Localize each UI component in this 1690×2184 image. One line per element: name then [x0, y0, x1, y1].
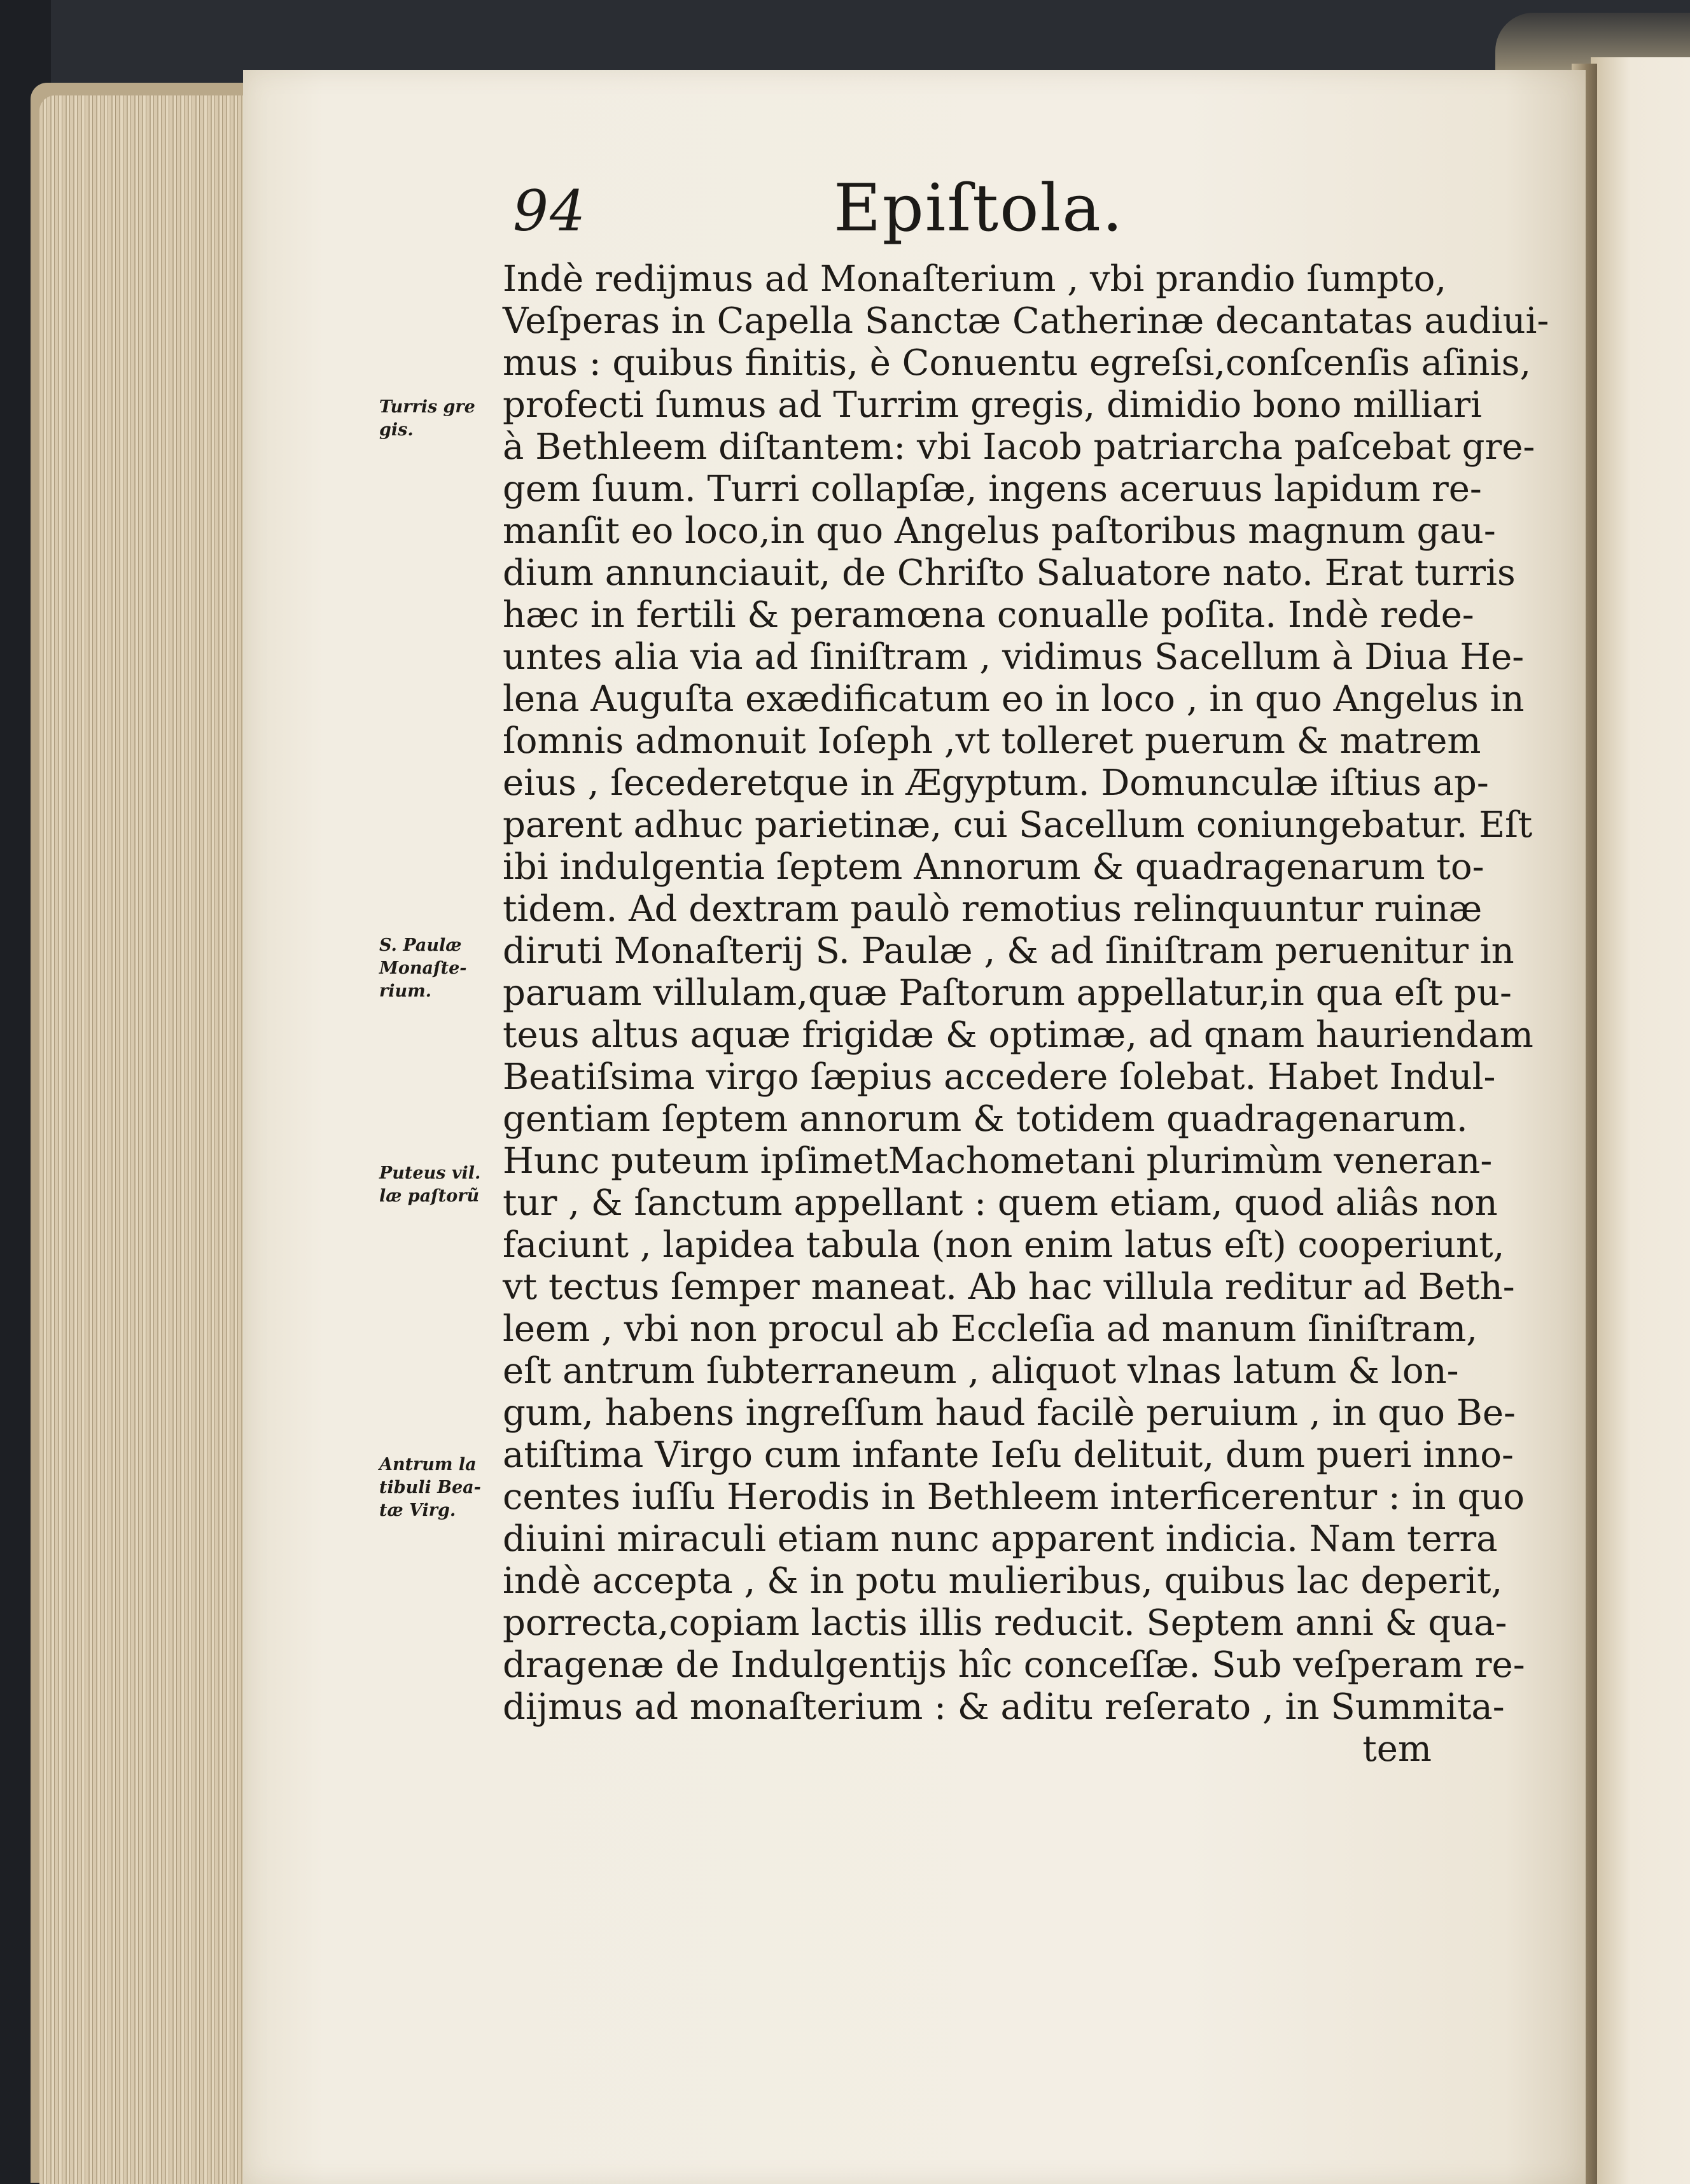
text-line: Indè redijmus ad Monaſterium , vbi prandio ſumpto, [503, 258, 1447, 300]
text-line: ſomnis admonuit Ioſeph ,vt tolleret puerum & matrem [503, 720, 1481, 762]
body-text [503, 258, 1549, 1770]
text-line: tur , & ſanctum appellant : quem etiam, quod aliâs non [503, 1182, 1498, 1224]
margin-note-paulae [379, 934, 467, 1003]
text-line: Hunc puteum ipſimetMachometani plurimùm veneran- [503, 1140, 1493, 1182]
text-line: paruam villulam,quæ Paſtorum appellatur,in qua eſt pu- [503, 972, 1512, 1014]
text-line: gentiam ſeptem annorum & totidem quadragenarum. [503, 1098, 1468, 1140]
text-line: vt tectus ſemper maneat. Ab hac villula reditur ad Beth- [503, 1266, 1515, 1308]
margin-note-line: gis. [379, 420, 414, 440]
margin-note-line: tibuli Bea- [379, 1478, 481, 1497]
text-line: ibi indulgentia ſeptem Annorum & quadragenarum to- [503, 846, 1484, 888]
catchword: tem [1362, 1728, 1432, 1770]
text-line: leem , vbi non procul ab Eccleſia ad manum ſiniſtram, [503, 1308, 1477, 1350]
text-line: untes alia via ad ſiniſtram , vidimus Sacellum à Diua He- [503, 636, 1525, 678]
margin-note-puteus [379, 1162, 480, 1208]
text-line: indè accepta , & in potu mulieribus, quibus lac deperit, [503, 1560, 1503, 1602]
text-line: dragenæ de Indulgentijs hîc conceſſæ. Sub veſperam re- [503, 1644, 1525, 1686]
margin-note-line: tæ Virg. [379, 1501, 456, 1520]
text-line: à Bethleem diſtantem: vbi Iacob patriarcha paſcebat gre- [503, 426, 1535, 468]
text-line: centes iuſſu Herodis in Bethleem interficerentur : in quo [503, 1476, 1525, 1518]
text-line: porrecta,copiam lactis illis reducit. Septem anni & qua- [503, 1602, 1507, 1644]
margin-note-line: Turris gre [379, 397, 475, 417]
text-line: dium annunciauit, de Chriſto Saluatore nato. Erat turris [503, 552, 1516, 594]
text-line: eius , ſecederetque in Ægyptum. Domunculæ iſtius ap- [503, 762, 1489, 804]
margin-note-line: Monaſte- [379, 958, 467, 978]
text-line: Veſperas in Capella Sanctæ Catherinæ decantatas audiui- [503, 300, 1549, 342]
text-line: Beatiſsima virgo ſæpius accedere ſolebat. Habet Indul- [503, 1056, 1496, 1098]
text-line: profecti ſumus ad Turrim gregis, dimidio bono milliari [503, 384, 1482, 426]
margin-note-line: Antrum la [379, 1455, 477, 1474]
text-line: diruti Monaſterij S. Paulæ , & ad ſiniſtram peruenitur in [503, 930, 1514, 972]
text-line: tidem. Ad dextram paulò remotius relinquuntur ruinæ [503, 888, 1483, 930]
text-line: manſit eo loco,in quo Angelus paſtoribus magnum gau- [503, 510, 1496, 552]
text-line: hæc in fertili & peramœna conualle poſita. Indè rede- [503, 594, 1474, 636]
text-line: diuini miraculi etiam nunc apparent indicia. Nam terra [503, 1518, 1498, 1560]
page-number: 94 [513, 178, 587, 244]
text-line: dijmus ad monaſterium : & aditu reſerato , in Summita- [503, 1686, 1505, 1728]
margin-note-turris [379, 396, 475, 442]
margin-note-line: Puteus vil. [379, 1163, 481, 1183]
text-line: teus altus aquæ frigidæ & optimæ, ad qnam hauriendam [503, 1014, 1533, 1056]
page-edges [39, 95, 249, 2184]
margin-note-line: læ paſtorũ [379, 1186, 480, 1206]
text-line: faciunt , lapidea tabula (non enim latus eſt) cooperiunt, [503, 1224, 1505, 1266]
text-line: gum, habens ingreſſum haud facilè peruium , in quo Be- [503, 1392, 1516, 1434]
margin-note-line: S. Paulæ [379, 935, 462, 955]
facing-page [1591, 57, 1690, 2184]
text-line: eſt antrum ſubterraneum , aliquot vlnas latum & lon- [503, 1350, 1459, 1392]
text-line: gem ſuum. Turri collapſæ, ingens aceruus lapidum re- [503, 468, 1482, 510]
text-line: lena Auguſta exædificatum eo in loco , in quo Angelus in [503, 678, 1525, 720]
text-line: atiſtima Virgo cum infante Ieſu delituit, dum pueri inno- [503, 1434, 1514, 1476]
text-line: mus : quibus finitis, è Conuentu egreſsi,conſcenſis aſinis, [503, 342, 1532, 384]
text-line: parent adhuc parietinæ, cui Sacellum coniungebatur. Eſt [503, 804, 1533, 846]
margin-note-antrum [379, 1453, 481, 1522]
margin-note-line: rium. [379, 981, 432, 1001]
running-title: Epiſtola. [834, 171, 1124, 246]
